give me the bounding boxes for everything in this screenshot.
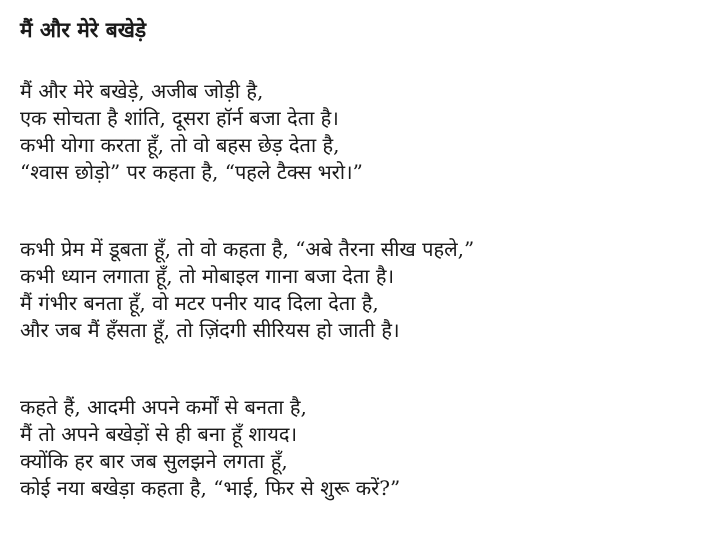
poem-line: क्योंकि हर बार जब सुलझने लगता हूँ, <box>20 449 288 473</box>
poem-line: कभी योगा करता हूँ, तो वो बहस छेड़ देता है, <box>20 133 340 157</box>
poem-line: मैं गंभीर बनता हूँ, वो मटर पनीर याद दिला देता है, <box>20 291 379 315</box>
poem-document <box>20 0 720 500</box>
poem-line: एक सोचता है शांति, दूसरा हॉर्न बजा देता है। <box>20 106 339 130</box>
poem-line: “श्वास छोड़ो” पर कहता है, “पहले टैक्स भरो।” <box>20 160 363 184</box>
poem-line: और जब मैं हँसता हूँ, तो ज़िंदगी सीरियस हो जाती है। <box>20 318 400 342</box>
poem-line: कोई नया बखेड़ा कहता है, “भाई, फिर से शुरू करें?” <box>20 476 401 500</box>
stanza-3 <box>20 394 400 501</box>
poem-line: मैं तो अपने बखेड़ों से ही बना हूँ शायद। <box>20 422 298 446</box>
poem-line: कहते हैं, आदमी अपने कर्मों से बनता है, <box>20 395 307 419</box>
poem-title: मैं और मेरे बखेड़े <box>20 17 147 42</box>
stanza-1 <box>20 78 363 185</box>
poem-line: कभी ध्यान लगाता हूँ, तो मोबाइल गाना बजा देता है। <box>20 264 395 288</box>
poem-line: कभी प्रेम में डूबता हूँ, तो वो कहता है, “अबे तैरना सीख पहले,” <box>20 237 475 261</box>
poem-line: मैं और मेरे बखेड़े, अजीब जोड़ी है, <box>20 79 264 103</box>
stanza-2 <box>20 236 474 343</box>
